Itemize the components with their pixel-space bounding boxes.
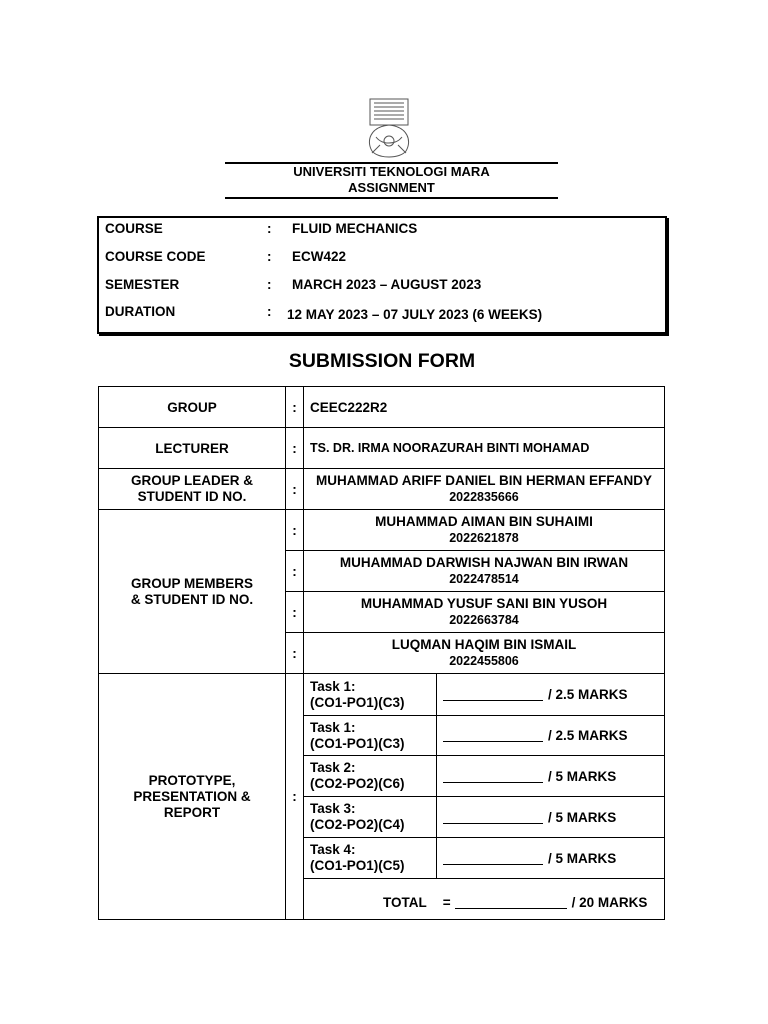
duration-label: DURATION bbox=[105, 304, 176, 319]
course-code-colon: : bbox=[267, 249, 272, 264]
university-crest-icon bbox=[360, 95, 418, 163]
group-leader-colon: : bbox=[292, 481, 297, 497]
semester-colon: : bbox=[267, 277, 272, 292]
task-marks-cell bbox=[443, 756, 663, 796]
duration-value: 12 MAY 2023 – 07 JULY 2023 (6 WEEKS) bbox=[287, 307, 543, 322]
table-border-right bbox=[664, 386, 665, 920]
task-marks: / 2.5 MARKS bbox=[548, 728, 628, 743]
task-row-line bbox=[303, 878, 665, 879]
member-id: 2022621878 bbox=[449, 531, 519, 545]
course-code-value: ECW422 bbox=[292, 249, 347, 264]
assessment-label bbox=[99, 674, 285, 919]
document-type: ASSIGNMENT bbox=[348, 180, 435, 195]
semester-label: SEMESTER bbox=[105, 277, 180, 292]
task-marks-cell bbox=[443, 674, 663, 715]
task-code: (CO1-PO1)(C3) bbox=[310, 694, 405, 710]
course-colon: : bbox=[267, 221, 272, 236]
task-marks: / 5 MARKS bbox=[548, 809, 617, 825]
group-leader-label-line2: STUDENT ID NO. bbox=[137, 489, 247, 504]
assessment-colon: : bbox=[292, 789, 297, 804]
member-id: 2022663784 bbox=[449, 613, 519, 627]
task-cell bbox=[304, 756, 442, 796]
task-marks: / 5 MARKS bbox=[548, 850, 617, 866]
member-name: MUHAMMAD YUSUF SANI BIN YUSOH bbox=[360, 596, 608, 611]
task-code: (CO1-PO1)(C5) bbox=[310, 858, 405, 873]
member-id: 2022478514 bbox=[449, 572, 519, 586]
task-cell bbox=[304, 838, 442, 878]
semester-value: MARCH 2023 – AUGUST 2023 bbox=[292, 277, 482, 292]
total-row bbox=[383, 886, 663, 918]
member-colon: : bbox=[292, 522, 297, 538]
course-info-box bbox=[97, 216, 667, 334]
university-name: UNIVERSITI TEKNOLOGI MARA bbox=[293, 164, 490, 179]
course-label: COURSE bbox=[105, 221, 163, 236]
group-colon: : bbox=[292, 399, 297, 415]
group-leader-name: MUHAMMAD ARIFF DANIEL BIN HERMAN EFFANDY bbox=[316, 473, 652, 488]
lecturer-value: TS. DR. IRMA NOORAZURAH BINTI MOHAMAD bbox=[310, 441, 590, 455]
member-entry bbox=[304, 510, 664, 550]
task-marks: / 5 MARKS bbox=[548, 768, 617, 784]
course-value: FLUID MECHANICS bbox=[292, 221, 418, 236]
group-members-label bbox=[99, 510, 285, 673]
task-name: Task 3: bbox=[310, 801, 356, 816]
group-members-label-line2: & STUDENT ID NO. bbox=[130, 591, 254, 607]
task-cell bbox=[304, 797, 442, 837]
duration-colon: : bbox=[267, 304, 272, 319]
marks-blank[interactable] bbox=[443, 688, 543, 701]
assessment-label-line2: PRESENTATION & bbox=[133, 788, 251, 804]
group-leader-id: 2022835666 bbox=[449, 490, 519, 504]
header-rule-bottom bbox=[225, 197, 558, 199]
task-name: Task 1: bbox=[310, 678, 356, 694]
member-id: 2022455806 bbox=[449, 654, 519, 668]
task-code: (CO2-PO2)(C4) bbox=[310, 817, 405, 832]
task-cell bbox=[304, 674, 442, 715]
total-label: TOTAL bbox=[383, 894, 427, 910]
lecturer-colon: : bbox=[292, 440, 297, 456]
group-value: CEEC222R2 bbox=[310, 399, 388, 415]
group-label: GROUP bbox=[167, 399, 217, 415]
member-colon: : bbox=[292, 563, 297, 579]
marks-blank[interactable] bbox=[443, 770, 543, 783]
member-entry bbox=[304, 592, 664, 632]
group-leader-label-line1: GROUP LEADER & bbox=[130, 473, 253, 488]
task-marks-cell bbox=[443, 797, 663, 837]
marks-blank[interactable] bbox=[443, 811, 543, 824]
assessment-label-line3: REPORT bbox=[163, 804, 221, 820]
task-name: Task 4: bbox=[310, 842, 356, 857]
assessment-label-line1: PROTOTYPE, bbox=[148, 772, 236, 788]
group-leader-label bbox=[99, 469, 285, 509]
task-name: Task 1: bbox=[310, 719, 356, 735]
group-leader-entry bbox=[304, 469, 664, 509]
member-colon: : bbox=[292, 604, 297, 620]
member-name: MUHAMMAD DARWISH NAJWAN BIN IRWAN bbox=[339, 555, 629, 570]
member-name: LUQMAN HAQIM BIN ISMAIL bbox=[391, 637, 577, 652]
member-entry bbox=[304, 551, 664, 591]
task-code: (CO1-PO1)(C3) bbox=[310, 735, 405, 751]
table-border-bottom bbox=[98, 919, 665, 920]
course-code-label: COURSE CODE bbox=[105, 249, 206, 264]
task-marks-cell bbox=[443, 716, 663, 755]
form-title: SUBMISSION FORM bbox=[288, 350, 476, 372]
marks-blank[interactable] bbox=[443, 852, 543, 865]
lecturer-label: LECTURER bbox=[155, 440, 229, 456]
total-marks-blank[interactable] bbox=[455, 896, 567, 909]
member-colon: : bbox=[292, 645, 297, 661]
task-marks-cell bbox=[443, 838, 663, 878]
task-code: (CO2-PO2)(C6) bbox=[310, 776, 405, 791]
task-name: Task 2: bbox=[310, 760, 356, 775]
member-name: MUHAMMAD AIMAN BIN SUHAIMI bbox=[375, 514, 593, 529]
member-entry bbox=[304, 633, 664, 673]
group-members-label-line1: GROUP MEMBERS bbox=[130, 575, 253, 591]
total-equals: = bbox=[442, 894, 451, 910]
total-marks: / 20 MARKS bbox=[571, 894, 648, 910]
task-cell bbox=[304, 716, 442, 755]
task-marks: / 2.5 MARKS bbox=[548, 687, 628, 702]
marks-blank[interactable] bbox=[443, 729, 543, 742]
